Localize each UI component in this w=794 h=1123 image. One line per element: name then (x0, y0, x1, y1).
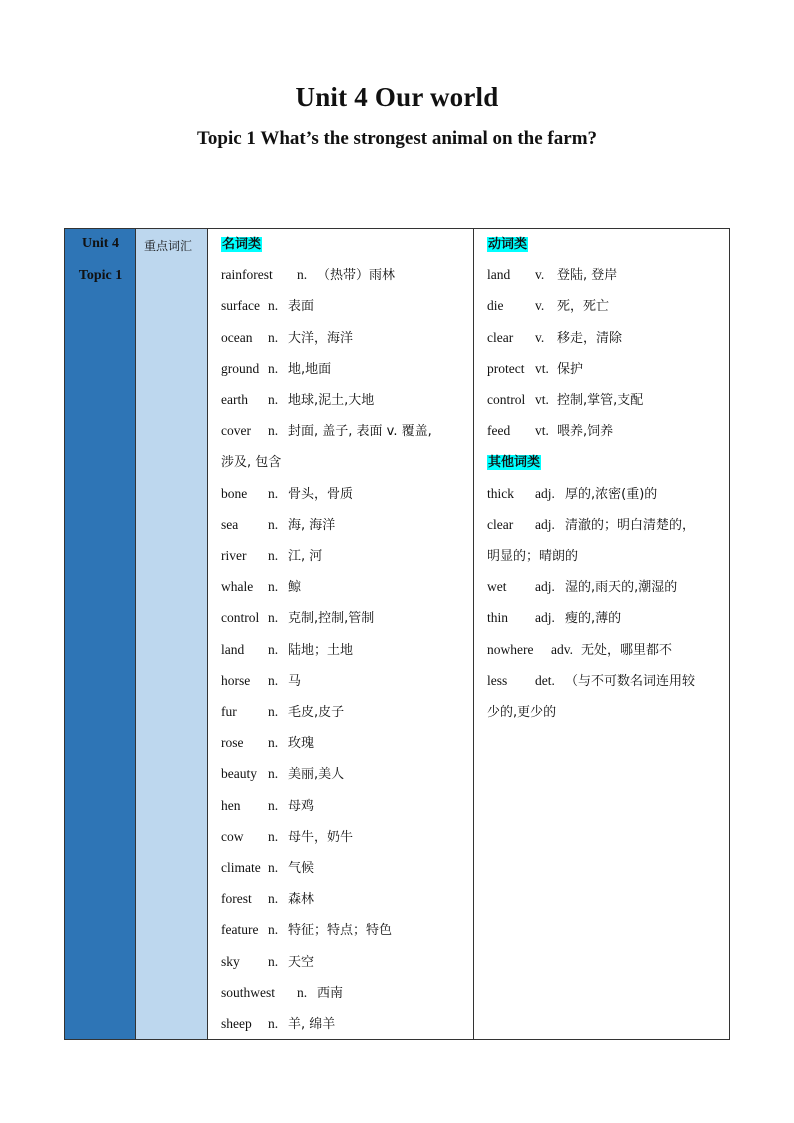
vocab-pos: n. (268, 891, 279, 907)
vocab-entry (487, 547, 578, 566)
vocab-entry (487, 609, 621, 628)
vocab-entry (221, 453, 281, 472)
vocab-meaning: 移走，清除 (557, 330, 623, 346)
vocab-meaning: 无处，哪里都不 (581, 642, 673, 658)
vocab-entry (221, 422, 432, 441)
vocab-entry (221, 266, 395, 285)
vocab-entry (487, 485, 657, 504)
vocab-word: feature (221, 922, 259, 938)
vocab-word: cow (221, 828, 244, 844)
vocab-pos: v. (535, 267, 545, 283)
vocab-meaning: 骨头，骨质 (288, 486, 354, 502)
vocab-meaning: 涉及, 包含 (221, 455, 282, 471)
vocab-word: protect (487, 360, 525, 376)
vocab-entry (221, 765, 344, 784)
vocab-entry (487, 641, 672, 660)
vocab-entry (221, 547, 322, 566)
vocab-entry (487, 329, 622, 348)
vocab-entry (221, 578, 301, 597)
vocab-word: climate (221, 860, 261, 875)
vocab-entry (221, 828, 353, 847)
vocab-meaning: （与不可数名词连用较 (565, 673, 696, 689)
vocab-entry (487, 703, 556, 722)
vocab-word: clear (487, 329, 514, 345)
vocab-word: cover (221, 423, 251, 439)
vocab-word: bone (221, 485, 248, 501)
vocab-entry (487, 516, 695, 535)
vocab-word: beauty (221, 766, 257, 782)
vocab-entry (221, 984, 343, 1003)
vocab-pos: vt. (535, 392, 549, 407)
nouns-column (208, 229, 474, 1039)
vocab-pos: n. (268, 516, 279, 532)
vocab-meaning: 大洋，海洋 (288, 330, 354, 346)
vocab-meaning: 封面, 盖子, 表面 v. 覆盖, (288, 424, 432, 440)
vocab-entry (221, 921, 392, 940)
vocab-word: clear (487, 516, 514, 532)
vocab-word: sky (221, 953, 240, 969)
vocab-entry (221, 360, 331, 379)
nouns-heading (221, 235, 262, 254)
vocab-entry (221, 391, 374, 410)
topic-label: Topic 1 (78, 268, 123, 283)
vocab-entry (221, 859, 314, 878)
vocab-meaning: 清澈的；明白清楚的， (565, 517, 696, 533)
vocab-meaning: 表面 (288, 299, 315, 315)
vocab-word: whale (221, 579, 254, 595)
vocab-meaning: 控制,掌管,支配 (557, 393, 644, 408)
vocab-pos: adj. (535, 516, 555, 532)
vocab-word: river (221, 548, 247, 563)
unit-column (65, 229, 136, 1039)
vocab-entry (221, 329, 353, 348)
vocab-word: sheep (221, 1016, 252, 1031)
vocab-pos: n. (268, 735, 279, 751)
vocab-word: thin (487, 610, 509, 626)
vocab-entry (221, 797, 314, 816)
vocab-meaning: 保护 (557, 361, 584, 377)
vocab-word: sea (221, 516, 239, 532)
vocab-pos: n. (268, 392, 279, 407)
vocab-entry (487, 578, 677, 597)
vocab-meaning: 玫瑰 (288, 736, 315, 752)
vocab-entry (221, 953, 314, 972)
vocab-entry (221, 641, 353, 660)
unit-label: Unit 4 (82, 236, 119, 251)
vocab-pos: n. (297, 267, 308, 283)
vocab-meaning: 鲸 (288, 580, 302, 596)
vocab-pos: vt. (535, 360, 549, 376)
vocab-meaning: 厚的,浓密(重)的 (565, 486, 658, 502)
vocab-entry (487, 422, 613, 441)
vocab-meaning: 森林 (288, 892, 315, 908)
vocab-entry (221, 485, 353, 504)
vocab-pos: n. (268, 485, 279, 501)
vocab-pos: n. (268, 828, 279, 844)
vocab-meaning: 陆地；土地 (288, 642, 354, 658)
vocab-pos: adj. (535, 485, 555, 501)
vocab-entry (221, 1015, 335, 1034)
vocab-word: horse (221, 672, 251, 688)
vocab-entry (487, 297, 609, 316)
vocab-pos: n. (268, 298, 279, 314)
vocab-word: nowhere (487, 641, 534, 657)
vocab-meaning: 海, 海洋 (288, 517, 336, 533)
vocab-pos: n. (268, 922, 279, 938)
vocab-pos: n. (268, 953, 279, 969)
vocab-meaning: 登陆, 登岸 (557, 268, 618, 284)
vocab-word: rainforest (221, 267, 273, 283)
others-heading (487, 453, 541, 472)
vocab-pos: n. (268, 860, 279, 875)
vocab-pos: n. (268, 672, 279, 688)
vocab-pos: n. (268, 1016, 279, 1031)
vocab-pos: n. (268, 610, 279, 626)
verbs-column (474, 229, 729, 1039)
vocab-pos: n. (268, 360, 279, 376)
vocab-word: rose (221, 735, 244, 751)
vocab-word: land (487, 267, 511, 283)
vocab-meaning: 美丽,美人 (288, 767, 345, 783)
vocab-word: ground (221, 360, 260, 376)
vocab-entry (221, 609, 374, 628)
vocab-word: thick (487, 485, 514, 501)
vocab-entry (221, 516, 335, 535)
vocab-pos: adv. (551, 641, 573, 657)
vocab-meaning: 湿的,雨天的,潮湿的 (565, 580, 678, 596)
vocab-meaning: 母牛，奶牛 (288, 829, 354, 845)
vocab-entry (487, 266, 617, 285)
vocab-entry (221, 734, 314, 753)
vocab-word: control (221, 610, 260, 626)
vocab-pos: n. (268, 704, 279, 719)
verbs-heading-text: 动词类 (488, 237, 528, 252)
vocab-word: surface (221, 298, 260, 314)
vocab-word: land (221, 641, 245, 657)
vocab-meaning: 地,地面 (288, 361, 332, 377)
vocab-meaning: 羊, 绵羊 (288, 1017, 336, 1032)
vocab-word: less (487, 672, 508, 688)
vocab-word: hen (221, 797, 241, 813)
vocab-word: forest (221, 891, 252, 907)
vocab-pos: adj. (535, 610, 555, 626)
vocab-word: feed (487, 423, 511, 439)
page-title: Unit 4 Our world (295, 82, 499, 112)
vocab-meaning: （热带）雨林 (317, 268, 396, 284)
vocab-meaning: 特征；特点；特色 (288, 923, 393, 939)
verbs-heading (487, 235, 528, 254)
vocab-meaning: 马 (288, 673, 302, 689)
vocab-pos: n. (268, 423, 279, 439)
vocab-word: fur (221, 704, 237, 719)
category-column (136, 229, 208, 1039)
vocab-meaning: 天空 (288, 954, 315, 970)
vocab-pos: vt. (535, 423, 549, 439)
others-heading-text: 其他词类 (488, 455, 541, 471)
vocab-pos: n. (268, 579, 279, 595)
vocab-meaning: 喂养,饲养 (557, 424, 614, 440)
vocab-pos: adj. (535, 579, 555, 595)
vocab-pos: n. (268, 548, 279, 563)
vocab-word: wet (487, 579, 507, 595)
vocab-pos: v. (535, 298, 545, 314)
nouns-heading-text: 名词类 (222, 237, 262, 252)
vocab-entry (487, 360, 583, 379)
vocab-word: earth (221, 392, 248, 407)
vocab-meaning: 克制,控制,管制 (288, 611, 375, 627)
vocab-meaning: 明显的；晴朗的 (487, 549, 579, 564)
vocab-meaning: 母鸡 (288, 798, 315, 814)
vocab-entry (221, 890, 314, 909)
vocab-meaning: 少的,更少的 (487, 705, 557, 720)
vocab-entry (487, 391, 643, 410)
vocab-word: die (487, 298, 504, 314)
category-label: 重点词汇 (144, 239, 193, 253)
vocab-entry (221, 703, 344, 722)
vocab-meaning: 地球,泥土,大地 (288, 393, 375, 408)
vocab-meaning: 西南 (317, 985, 344, 1001)
vocab-meaning: 江, 河 (288, 549, 323, 564)
vocab-meaning: 气候 (288, 861, 315, 876)
vocab-meaning: 死，死亡 (557, 299, 610, 315)
vocab-pos: n. (297, 984, 308, 1000)
vocab-pos: v. (535, 329, 545, 345)
vocab-pos: n. (268, 641, 279, 657)
vocab-pos: n. (268, 766, 279, 782)
vocab-meaning: 瘦的,薄的 (565, 611, 622, 627)
vocab-pos: det. (535, 672, 555, 688)
vocab-word: southwest (221, 984, 275, 1000)
page-subtitle: Topic 1 What’s the strongest animal on the farm? (196, 128, 598, 149)
vocab-entry (221, 297, 314, 316)
vocab-meaning: 毛皮,皮子 (288, 705, 345, 720)
vocabulary-table (64, 228, 730, 1040)
vocab-entry (487, 672, 695, 691)
vocab-pos: n. (268, 797, 279, 813)
vocab-word: control (487, 392, 526, 407)
vocab-entry (221, 672, 301, 691)
vocab-word: ocean (221, 329, 253, 345)
vocab-pos: n. (268, 329, 279, 345)
